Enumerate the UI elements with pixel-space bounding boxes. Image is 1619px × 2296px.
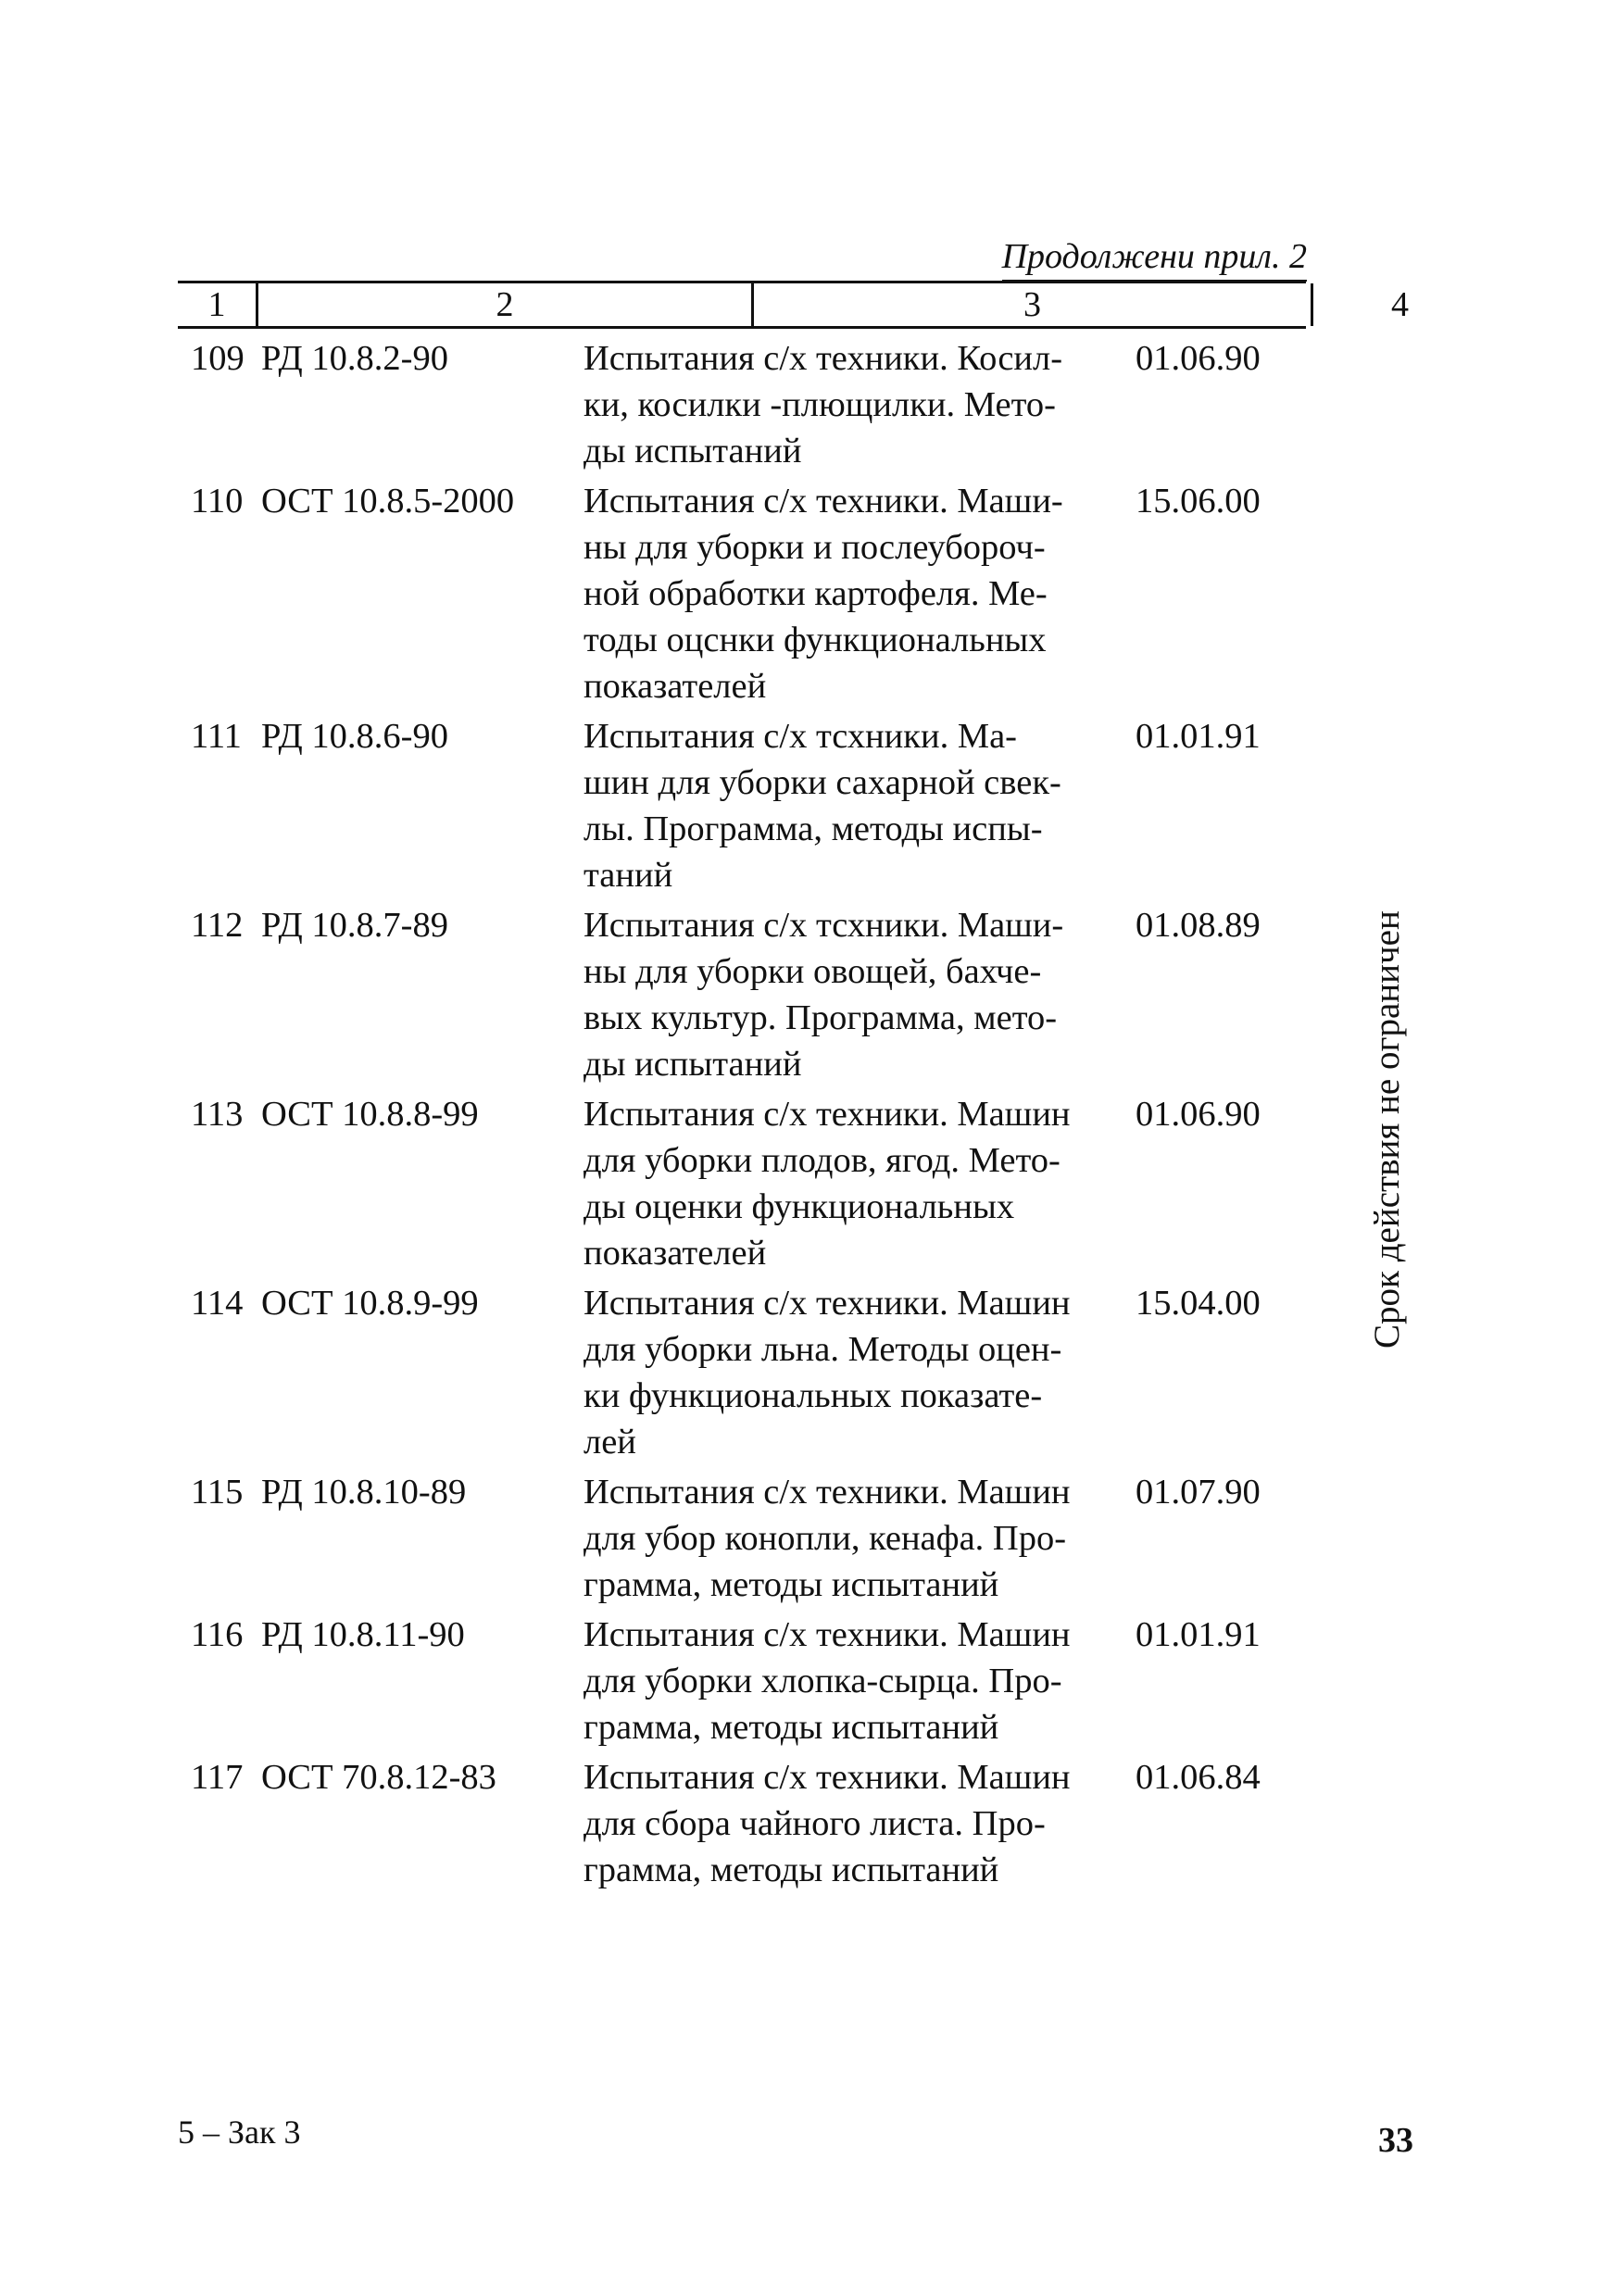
document-code: ОСТ 10.8.5-2000 [261,482,515,521]
table-row [178,1469,1317,1608]
effective-date: 15.04.00 [1136,1284,1261,1323]
row-number: 117 [191,1758,244,1797]
document-title: Испытания с/х техники. Машин для уборки льна. Методы оцен- ки функциональных показате- лей [584,1284,1071,1462]
effective-date: 01.06.90 [1136,1095,1261,1134]
table-row [178,713,1317,898]
document-title: Испытания с/х техники. Маши- ны для уборки и послеубороч- ной обработки картофеля. Ме- тоды оцснки функциональных показателей [584,482,1063,706]
column-header-3: 3 [751,283,1311,326]
document-title: Испытания с/х техники. Машин для уборки хлопка-сырца. Про- грамма, методы испытаний [584,1615,1071,1747]
effective-date: 01.08.89 [1136,906,1261,945]
table-row [178,902,1317,1087]
row-number: 109 [191,339,245,378]
effective-date: 01.07.90 [1136,1473,1261,1512]
document-code: РД 10.8.7-89 [261,906,448,945]
row-number: 115 [191,1473,244,1512]
document-title: Испытания с/х тсхники. Маши- ны для уборки овощей, бахче- вых культур. Программа, мето- ды испытаний [584,906,1064,1084]
row-number: 111 [191,717,242,756]
table-row [178,1091,1317,1276]
table-row [178,478,1317,709]
column-header-2: 2 [256,283,751,326]
effective-date: 15.06.00 [1136,482,1261,521]
effective-date: 01.01.91 [1136,1615,1261,1654]
column-header-1: 1 [207,285,226,324]
effective-date: 01.06.84 [1136,1758,1261,1797]
row-number: 116 [191,1615,244,1654]
print-order-mark: 5 – Зак 3 [178,2114,301,2151]
row-number: 114 [191,1284,244,1323]
table-row [178,335,1317,474]
document-title: Испытания с/х техники. Машин для уборки плодов, ягод. Мето- ды оценки функциональных показателей [584,1095,1071,1273]
row-number: 113 [191,1095,244,1134]
document-title: Испытания с/х техники. Косил- ки, косилки -плющилки. Мето- ды испытаний [584,339,1063,470]
document-code: РД 10.8.6-90 [261,717,448,756]
document-title: Испытания с/х техники. Машин для убор конопли, кенафа. Про- грамма, методы испытаний [584,1473,1071,1604]
column-header-4: 4 [1311,283,1487,326]
continuation-label [1002,239,1307,274]
document-code: РД 10.8.11-90 [261,1615,465,1654]
document-code: РД 10.8.2-90 [261,339,448,378]
row-number: 110 [191,482,244,521]
document-title: Испытания с/х техники. Машин для сбора чайного листа. Про- грамма, методы испытаний [584,1758,1071,1889]
table-header [178,281,1409,329]
effective-date: 01.01.91 [1136,717,1261,756]
row-number: 112 [191,906,244,945]
table-row [178,1280,1317,1465]
document-code: ОСТ 10.8.8-99 [261,1095,479,1134]
document-code: ОСТ 10.8.9-99 [261,1284,479,1323]
validity-period-label: Срок действия не ограничен [1367,910,1407,1349]
document-code: РД 10.8.10-89 [261,1473,467,1512]
document-title: Испытания с/х тсхники. Ма- шин для уборки сахарной свек- лы. Программа, методы испы- таний [584,717,1061,895]
table-row [178,1754,1317,1893]
page-number: 33 [1378,2121,1413,2160]
continuation-text: Продолжени прил. 2 [1001,237,1307,276]
effective-date: 01.06.90 [1136,339,1261,378]
table-row [178,1612,1317,1750]
table-body [178,335,1317,1897]
document-code: ОСТ 70.8.12-83 [261,1758,496,1797]
